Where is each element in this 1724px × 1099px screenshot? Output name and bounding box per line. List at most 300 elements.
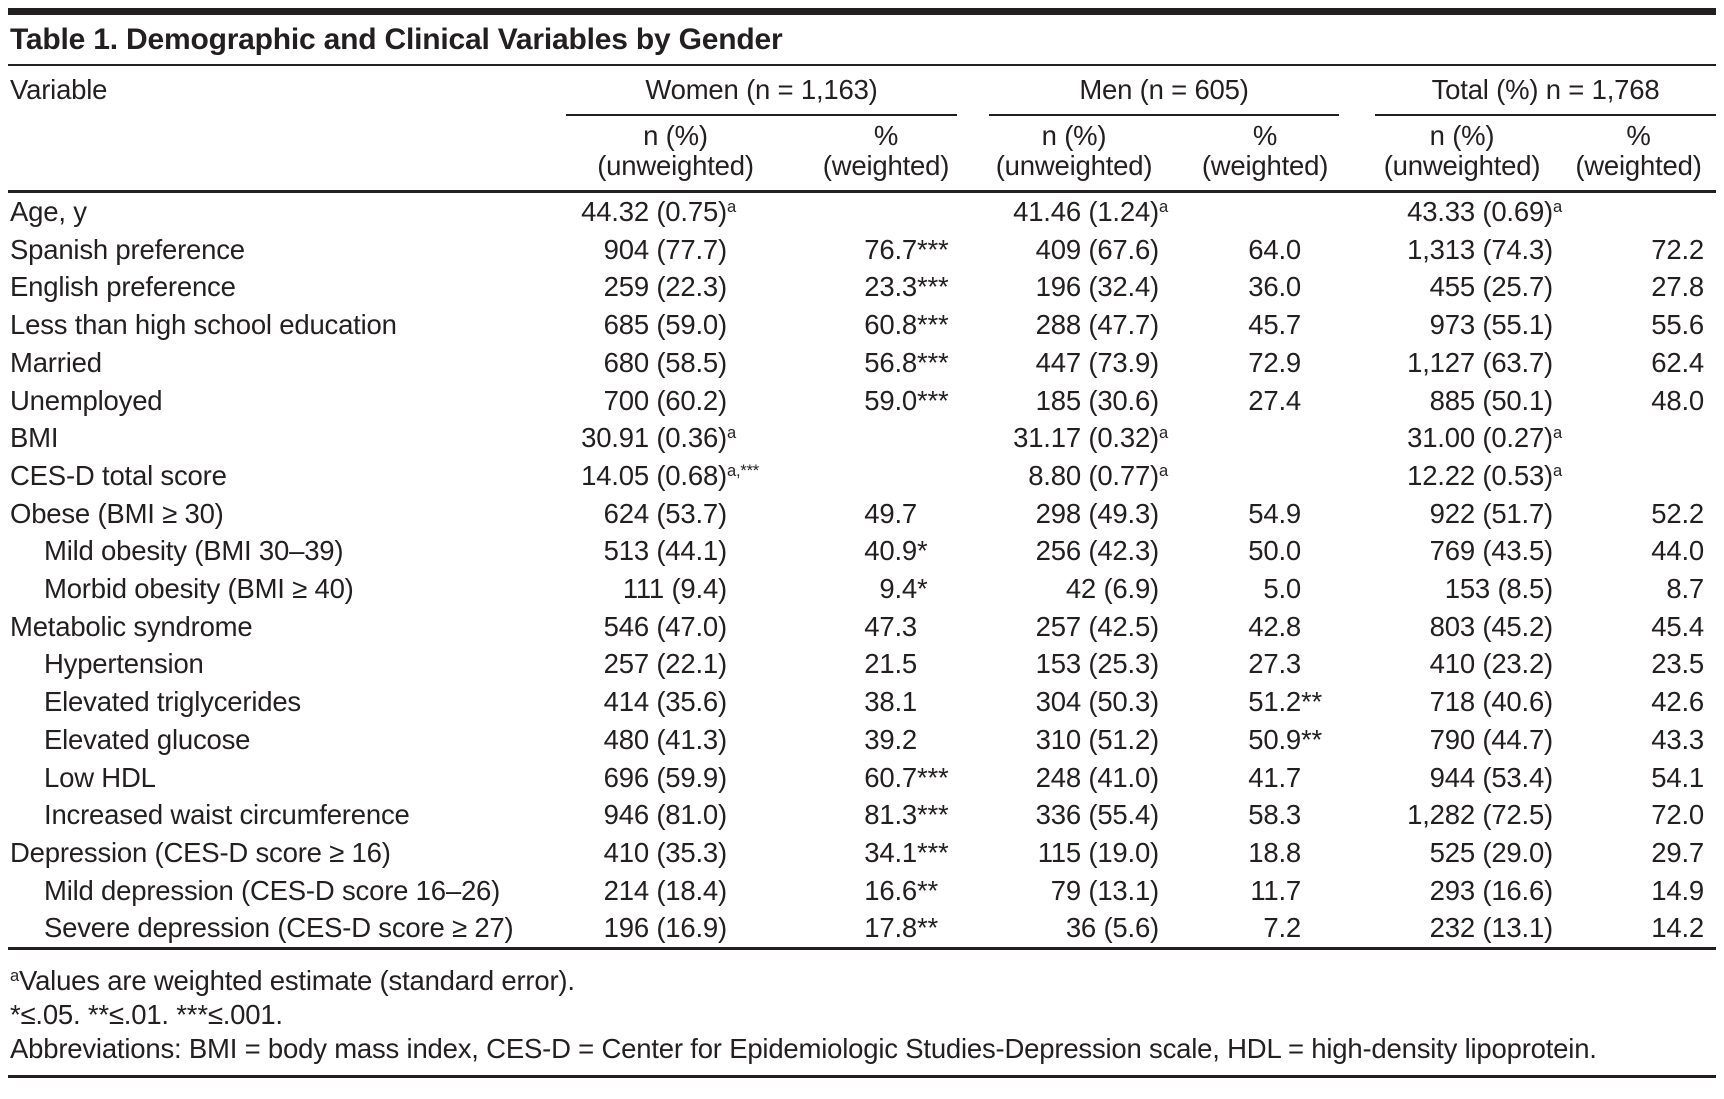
cell-value: 81.3: [864, 799, 918, 831]
value-cell: [1167, 872, 1363, 910]
value-cell: [1363, 721, 1561, 759]
value-cell: [981, 382, 1167, 420]
value-cell: [1363, 645, 1561, 683]
subheader-total-weighted: [1561, 116, 1716, 192]
cell-value: 700 (60.2): [603, 384, 727, 416]
value-cell: [791, 645, 981, 683]
row-label: Morbid obesity (BMI ≥ 40): [44, 573, 354, 605]
group-header-men: [981, 66, 1363, 116]
value-cell: 59.0***: [864, 384, 949, 416]
cell-value: 546 (47.0): [603, 610, 727, 642]
cell-value: 60.7: [864, 761, 918, 793]
value-cell: [1167, 344, 1363, 382]
value-cell: [560, 721, 791, 759]
value-cell: [1363, 495, 1561, 533]
cell-value: 44.0: [1651, 535, 1705, 567]
value-cell: [1363, 382, 1561, 420]
value-cell: [981, 872, 1167, 910]
cell-value: 257 (42.5): [1035, 610, 1160, 642]
cell-value: 214 (18.4): [603, 874, 727, 906]
value-cell: [1363, 570, 1561, 608]
table-row: [8, 268, 1716, 306]
value-cell: 14.05 $(0.68)^{a,***}$: [581, 459, 760, 491]
cell-value: 27.4: [1248, 384, 1302, 416]
footnote-a-marker: a: [10, 967, 19, 985]
value-cell: [1561, 306, 1716, 344]
cell-value: 48.0: [1651, 384, 1705, 416]
table-row: [8, 570, 1716, 608]
subheader-line: (weighted): [822, 150, 950, 181]
value-cell: [1561, 570, 1716, 608]
group-header-women: [560, 66, 981, 116]
group-header-row: [8, 66, 1716, 116]
row-label: Spanish preference: [10, 233, 245, 265]
cell-value: 23.3: [864, 271, 918, 303]
cell-value: 43.33 (0.69): [1407, 196, 1554, 227]
value-cell: [791, 419, 981, 457]
cell-value: 36.0: [1248, 271, 1302, 303]
table-row: [8, 721, 1716, 759]
cell-value: 17.8: [864, 912, 918, 944]
value-cell: [1561, 419, 1716, 457]
value-cell: 41.46 $(1.24)^a$: [1013, 196, 1168, 227]
subheader-line: n (%): [643, 120, 708, 151]
cell-value: 288 (47.7): [1035, 309, 1160, 341]
value-cell: [1363, 683, 1561, 721]
footnote-a: [10, 964, 1716, 998]
value-cell: [560, 570, 791, 608]
value-cell: [560, 645, 791, 683]
cell-value: 196 (16.9): [603, 912, 727, 944]
value-cell: [560, 268, 791, 306]
value-cell: [1561, 231, 1716, 269]
table-row: [8, 382, 1716, 420]
cell-value: 513 (44.1): [603, 535, 727, 567]
row-label: BMI: [10, 422, 59, 454]
cell-value: 42.6: [1651, 686, 1705, 718]
group-label-total: Total (%) n = 1,768: [1375, 74, 1716, 116]
value-cell: 17.8**: [864, 912, 939, 944]
row-label: Obese (BMI ≥ 30): [10, 497, 224, 529]
footnote-abbreviations: Abbreviations: BMI = body mass index, CES-D = Center for Epidemiologic Studies-Depression scale, HDL = high-density lipoprotein.: [10, 1033, 1597, 1065]
row-label: CES-D total score: [10, 459, 227, 491]
value-cell: [1561, 909, 1716, 948]
subheader-line: %: [873, 120, 899, 151]
value-cell: 9.4*: [879, 573, 928, 605]
cell-value: 14.2: [1651, 912, 1705, 944]
row-label: Married: [10, 346, 102, 378]
table-row: [8, 608, 1716, 646]
cell-value: 39.2: [864, 723, 918, 755]
cell-value: 40.9: [864, 535, 918, 567]
value-cell: 12.22 $(0.53)^a$: [1407, 459, 1562, 491]
cell-value: 685 (59.0): [603, 309, 727, 341]
cell-value: 790 (44.7): [1429, 723, 1554, 755]
cell-value: 256 (42.3): [1035, 535, 1160, 567]
value-cell: [1561, 645, 1716, 683]
cell-value: 60.8: [864, 309, 918, 341]
value-cell: [560, 231, 791, 269]
cell-value: 409 (67.6): [1035, 233, 1160, 265]
cell-value: 47.3: [864, 610, 918, 642]
value-cell: [1363, 909, 1561, 948]
value-cell: [1561, 834, 1716, 872]
value-cell: [981, 268, 1167, 306]
value-cell: [1167, 532, 1363, 570]
value-cell: [981, 645, 1167, 683]
table-row: [8, 532, 1716, 570]
cell-value: 5.0: [1263, 573, 1302, 605]
cell-value: 43.3: [1651, 723, 1705, 755]
value-cell: [1561, 382, 1716, 420]
value-cell: [560, 382, 791, 420]
value-cell: [791, 608, 981, 646]
cell-value: 7.2: [1263, 912, 1302, 944]
value-cell: [791, 495, 981, 533]
cell-value: 298 (49.3): [1035, 497, 1160, 529]
table-row: [8, 909, 1716, 948]
row-label: Less than high school education: [10, 309, 397, 341]
value-cell: [981, 344, 1167, 382]
value-cell: [1561, 759, 1716, 797]
cell-value: 54.9: [1248, 497, 1302, 529]
value-cell: [791, 192, 981, 231]
subheader-women-weighted: [791, 116, 981, 192]
demographics-table: [8, 66, 1716, 950]
value-cell: [1363, 834, 1561, 872]
value-cell: 40.9*: [864, 535, 928, 567]
value-cell: 23.3***: [864, 271, 949, 303]
cell-value: 45.4: [1651, 610, 1705, 642]
cell-value: 680 (58.5): [603, 346, 727, 378]
value-cell: [1561, 495, 1716, 533]
cell-value: 8.80 (0.77): [1028, 459, 1160, 491]
cell-value: 72.0: [1651, 799, 1705, 831]
row-label: Age, y: [10, 196, 87, 227]
cell-value: 16.6: [864, 874, 918, 906]
cell-value: 42.8: [1248, 610, 1302, 642]
cell-value: 248 (41.0): [1035, 761, 1160, 793]
value-cell: [791, 457, 981, 495]
cell-value: 259 (22.3): [603, 271, 727, 303]
cell-value: 480 (41.3): [603, 723, 727, 755]
value-cell: [560, 759, 791, 797]
subheader-men-unweighted: [981, 116, 1167, 192]
cell-value: 410 (35.3): [603, 836, 727, 868]
cell-value: 27.3: [1248, 648, 1302, 680]
value-cell: [981, 683, 1167, 721]
value-cell: [1561, 721, 1716, 759]
cell-value: 973 (55.1): [1429, 309, 1554, 341]
cell-value: 50.0: [1248, 535, 1302, 567]
cell-value: 696 (59.9): [603, 761, 727, 793]
value-cell: [560, 909, 791, 948]
cell-value: 293 (16.6): [1429, 874, 1554, 906]
row-label: Unemployed: [10, 384, 163, 416]
table-row: [8, 834, 1716, 872]
cell-value: 18.8: [1248, 836, 1302, 868]
value-cell: [560, 683, 791, 721]
value-cell: [1561, 532, 1716, 570]
cell-value: 30.91 (0.36): [581, 422, 727, 454]
cell-value: 922 (51.7): [1429, 497, 1554, 529]
value-cell: 8.80 $(0.77)^a$: [1028, 459, 1168, 491]
cell-value: 52.2: [1651, 497, 1705, 529]
value-cell: [981, 796, 1167, 834]
cell-value: 55.6: [1651, 309, 1705, 341]
cell-value: 72.9: [1248, 346, 1302, 378]
cell-value: 34.1: [864, 836, 918, 868]
value-cell: [560, 834, 791, 872]
row-label: Mild obesity (BMI 30–39): [44, 535, 344, 567]
cell-value: 38.1: [864, 686, 918, 718]
cell-value: 36 (5.6): [1065, 912, 1160, 944]
table-row: [8, 872, 1716, 910]
footnote-significance: *≤.05. **≤.01. ***≤.001.: [10, 999, 283, 1031]
cell-value: 29.7: [1651, 836, 1705, 868]
cell-value: 769 (43.5): [1429, 535, 1554, 567]
value-cell: [1167, 608, 1363, 646]
cell-value: 31.00 (0.27): [1407, 422, 1554, 454]
subheader-total-unweighted: [1363, 116, 1561, 192]
cell-value: 45.7: [1248, 309, 1302, 341]
table-row: [8, 645, 1716, 683]
value-cell: [1167, 645, 1363, 683]
table-title: Table 1. Demographic and Clinical Variables by Gender: [8, 15, 1716, 66]
cell-value: 14.05 (0.68): [581, 459, 727, 491]
cell-value: 9.4: [879, 573, 918, 605]
table-row: [8, 344, 1716, 382]
value-cell: [1167, 570, 1363, 608]
value-cell: [1167, 495, 1363, 533]
row-label: Metabolic syndrome: [10, 610, 253, 642]
cell-value: 41.46 (1.24): [1013, 196, 1160, 227]
value-cell: 56.8***: [864, 346, 949, 378]
value-cell: [1363, 306, 1561, 344]
cell-value: 946 (81.0): [603, 799, 727, 831]
cell-value: 62.4: [1651, 346, 1705, 378]
value-cell: [1167, 834, 1363, 872]
value-cell: 43.33 $(0.69)^a$: [1407, 196, 1562, 227]
table-row: [8, 192, 1716, 231]
value-cell: [560, 495, 791, 533]
cell-value: 59.0: [864, 384, 918, 416]
value-cell: 81.3***: [864, 799, 949, 831]
cell-value: 718 (40.6): [1429, 686, 1554, 718]
table-row: [8, 796, 1716, 834]
cell-value: 885 (50.1): [1429, 384, 1554, 416]
cell-value: 58.3: [1248, 799, 1302, 831]
cell-value: 76.7: [864, 233, 918, 265]
value-cell: [791, 721, 981, 759]
value-cell: [1363, 344, 1561, 382]
table-row: [8, 759, 1716, 797]
value-cell: 60.8***: [864, 309, 949, 341]
value-cell: [1363, 268, 1561, 306]
value-cell: [560, 306, 791, 344]
cell-value: 8.7: [1666, 573, 1705, 605]
cell-value: 51.2: [1248, 686, 1302, 718]
cell-value: 41.7: [1248, 761, 1302, 793]
cell-value: 11.7: [1250, 874, 1302, 906]
cell-value: 803 (45.2): [1429, 610, 1554, 642]
cell-value: 64.0: [1248, 233, 1302, 265]
cell-value: 115 (19.0): [1037, 836, 1160, 868]
value-cell: [981, 570, 1167, 608]
value-cell: 44.32 $(0.75)^a$: [581, 196, 736, 227]
cell-value: 44.32 (0.75): [581, 196, 727, 227]
value-cell: [1561, 608, 1716, 646]
value-cell: [981, 532, 1167, 570]
cell-value: 257 (22.1): [603, 648, 727, 680]
value-cell: [1561, 796, 1716, 834]
value-cell: [1561, 872, 1716, 910]
value-cell: [1561, 683, 1716, 721]
footnote-a-text: Values are weighted estimate (standard error).: [18, 965, 575, 997]
subheader-line: (unweighted): [597, 150, 754, 181]
subheader-line: %: [1626, 120, 1651, 151]
row-label: Severe depression (CES-D score ≥ 27): [44, 912, 514, 944]
value-cell: 50.9**: [1248, 723, 1323, 755]
value-cell: [1167, 231, 1363, 269]
value-cell: [560, 608, 791, 646]
value-cell: [981, 231, 1167, 269]
cell-value: 410 (23.2): [1429, 648, 1554, 680]
value-cell: [1363, 759, 1561, 797]
row-label: Depression (CES-D score ≥ 16): [10, 836, 391, 868]
value-cell: [981, 306, 1167, 344]
value-cell: [1167, 457, 1363, 495]
table-row: [8, 495, 1716, 533]
value-cell: 76.7***: [864, 233, 949, 265]
cell-value: 72.2: [1651, 233, 1705, 265]
value-cell: [1561, 192, 1716, 231]
value-cell: [560, 872, 791, 910]
value-cell: [1363, 872, 1561, 910]
cell-value: 79 (13.1): [1050, 874, 1160, 906]
cell-value: 42 (6.9): [1065, 573, 1160, 605]
cell-value: 185 (30.6): [1035, 384, 1160, 416]
cell-value: 414 (35.6): [603, 686, 727, 718]
value-cell: [1167, 909, 1363, 948]
subheader-line: n (%): [1429, 120, 1495, 151]
row-label: Low HDL: [44, 761, 156, 793]
subheader-line: (weighted): [1201, 150, 1329, 181]
value-cell: 31.00 $(0.27)^a$: [1407, 422, 1562, 454]
variable-column-header: Variable: [8, 66, 560, 192]
cell-value: 54.1: [1651, 761, 1705, 793]
subheader-line: (weighted): [1575, 150, 1702, 181]
cell-value: 31.17 (0.32): [1013, 422, 1160, 454]
value-cell: [1167, 796, 1363, 834]
top-rule: [8, 8, 1716, 15]
value-cell: [791, 683, 981, 721]
table-row: [8, 457, 1716, 495]
cell-value: 1,127 (63.7): [1407, 346, 1554, 378]
subheader-line: %: [1252, 120, 1278, 151]
row-label: Mild depression (CES-D score 16–26): [44, 874, 501, 906]
table-row: [8, 683, 1716, 721]
group-label-women: Women (n = 1,163): [566, 74, 957, 116]
row-label: English preference: [10, 271, 236, 303]
cell-value: 336 (55.4): [1035, 799, 1160, 831]
row-label: Elevated glucose: [44, 723, 251, 755]
row-label: Increased waist circumference: [44, 799, 410, 831]
value-cell: [560, 796, 791, 834]
cell-value: 153 (25.3): [1035, 648, 1160, 680]
value-cell: 60.7***: [864, 761, 949, 793]
row-label: Hypertension: [44, 648, 204, 680]
value-cell: [981, 721, 1167, 759]
subheader-women-unweighted: [560, 116, 791, 192]
value-cell: 51.2**: [1248, 686, 1323, 718]
footnotes: [8, 950, 1716, 1078]
cell-value: 23.5: [1651, 648, 1705, 680]
cell-value: 1,313 (74.3): [1407, 233, 1554, 265]
value-cell: [1167, 759, 1363, 797]
table-row: [8, 306, 1716, 344]
value-cell: [981, 909, 1167, 948]
cell-value: 455 (25.7): [1429, 271, 1554, 303]
cell-value: 1,282 (72.5): [1407, 799, 1554, 831]
cell-value: 21.5: [864, 648, 918, 680]
cell-value: 304 (50.3): [1035, 686, 1160, 718]
cell-value: 944 (53.4): [1429, 761, 1554, 793]
value-cell: [1167, 382, 1363, 420]
value-cell: [1167, 419, 1363, 457]
value-cell: 16.6**: [864, 874, 939, 906]
cell-value: 27.8: [1651, 271, 1705, 303]
cell-value: 50.9: [1248, 723, 1302, 755]
cell-value: 447 (73.9): [1035, 346, 1160, 378]
value-cell: [981, 834, 1167, 872]
table-row: [8, 231, 1716, 269]
group-header-total: [1363, 66, 1716, 116]
value-cell: [1167, 268, 1363, 306]
cell-value: 624 (53.7): [603, 497, 727, 529]
row-label: Elevated triglycerides: [44, 686, 301, 718]
value-cell: [1363, 532, 1561, 570]
cell-value: 111 (9.4): [622, 573, 727, 605]
group-label-men: Men (n = 605): [989, 74, 1339, 116]
value-cell: [981, 495, 1167, 533]
cell-value: 310 (51.2): [1035, 723, 1160, 755]
cell-value: 525 (29.0): [1429, 836, 1554, 868]
value-cell: [560, 344, 791, 382]
cell-value: 49.7: [864, 497, 918, 529]
cell-value: 153 (8.5): [1444, 573, 1554, 605]
cell-value: 12.22 (0.53): [1407, 459, 1554, 491]
value-cell: [981, 608, 1167, 646]
value-cell: 34.1***: [864, 836, 949, 868]
cell-value: 196 (32.4): [1035, 271, 1160, 303]
cell-value: 232 (13.1): [1429, 912, 1554, 944]
value-cell: [1561, 268, 1716, 306]
table-header: [8, 66, 1716, 192]
subheader-men-weighted: [1167, 116, 1363, 192]
value-cell: [1363, 231, 1561, 269]
value-cell: [1167, 306, 1363, 344]
subheader-line: (unweighted): [1383, 150, 1541, 181]
table-sheet: [0, 8, 1724, 1078]
value-cell: [1561, 344, 1716, 382]
value-cell: [1363, 796, 1561, 834]
subheader-line: n (%): [1041, 120, 1107, 151]
cell-value: 56.8: [864, 346, 918, 378]
value-cell: [981, 759, 1167, 797]
value-cell: [560, 532, 791, 570]
value-cell: [1561, 457, 1716, 495]
